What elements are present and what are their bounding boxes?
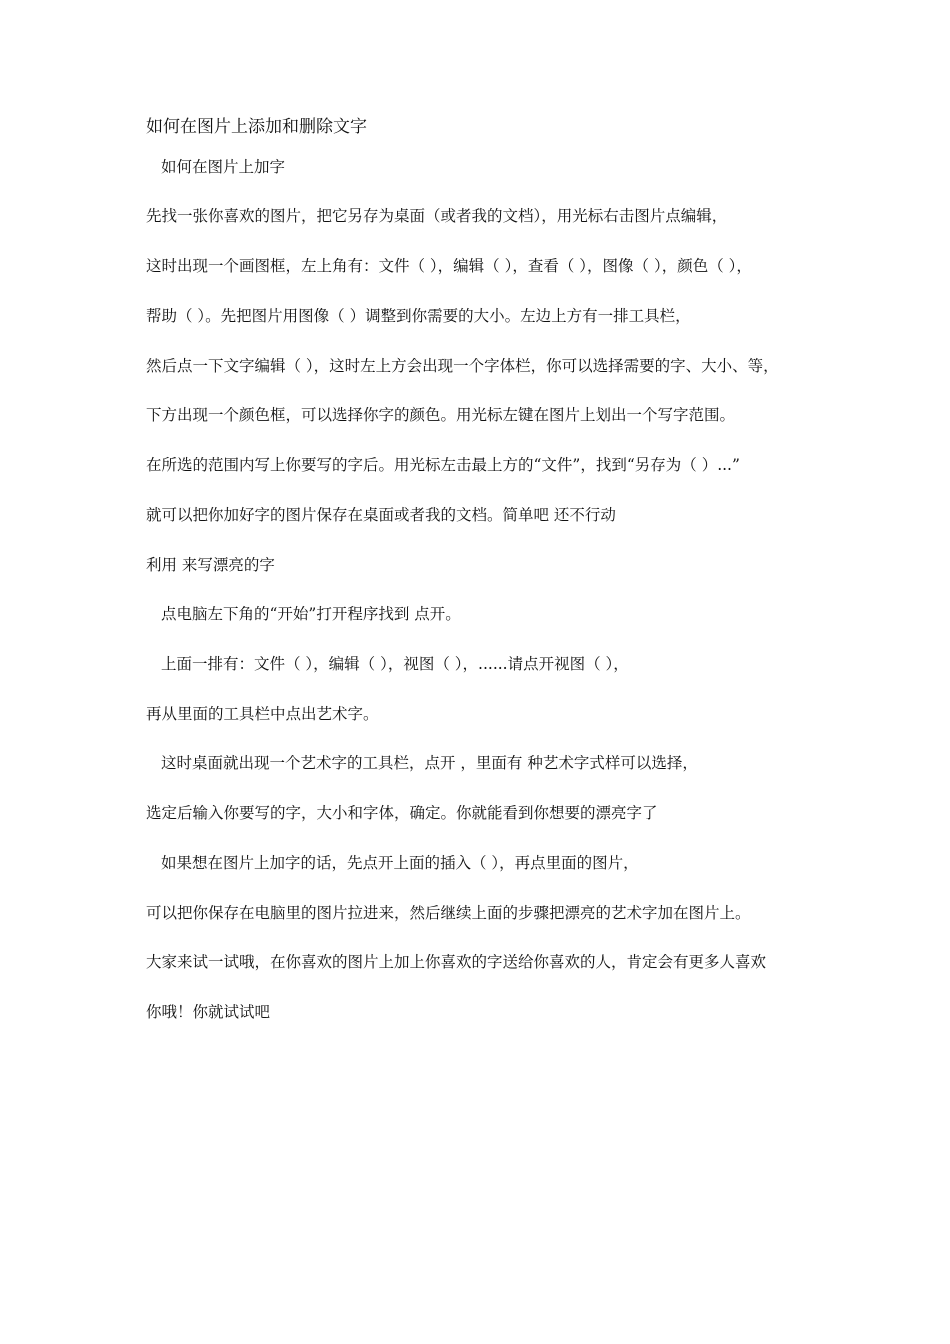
paragraph-line: 你哦！你就试试吧: [146, 1003, 271, 1021]
paragraph-line: 如果想在图片上加字的话，先点开上面的插入（ ），再点里面的图片，: [161, 854, 639, 872]
paragraph-line: 下方出现一个颜色框，可以选择你字的颜色。用光标左键在图片上划出一个写字范围。: [146, 406, 736, 424]
paragraph-line: 上面一排有：文件（ ），编辑（ ），视图（ ），......请点开视图（ ），: [161, 655, 629, 673]
paragraph-line: 可以把你保存在电脑里的图片拉进来，然后继续上面的步骤把漂亮的艺术字加在图片上。: [146, 904, 751, 922]
paragraph-line: 选定后输入你要写的字，大小和字体，确定。你就能看到你想要的漂亮字了: [146, 804, 658, 822]
paragraph-line: 大家来试一试哦，在你喜欢的图片上加上你喜欢的字送给你喜欢的人，肯定会有更多人喜欢: [146, 953, 767, 971]
paragraph-line: 就可以把你加好字的图片保存在桌面或者我的文档。简单吧 还不行动: [146, 506, 616, 524]
paragraph-line: 这时出现一个画图框，左上角有：文件（ ），编辑（ ），查看（ ），图像（ ），颜色（ ），: [146, 257, 752, 275]
paragraph-line: 点电脑左下角的“开始”打开程序找到 点开。: [161, 605, 461, 623]
document-title: 如何在图片上添加和删除文字: [146, 117, 367, 137]
paragraph-line: 这时桌面就出现一个艺术字的工具栏，点开 ，里面有 种艺术字式样可以选择，: [161, 754, 698, 772]
paragraph-line: 利用 来写漂亮的字: [146, 556, 275, 574]
paragraph-line: 然后点一下文字编辑（ ），这时左上方会出现一个字体栏，你可以选择需要的字、大小、等，: [146, 357, 779, 375]
paragraph-line: 再从里面的工具栏中点出艺术字。: [146, 705, 379, 723]
document-subtitle: 如何在图片上加字: [161, 158, 286, 176]
paragraph-line: 帮助（ ）。先把图片用图像（ ）调整到你需要的大小。左边上方有一排工具栏，: [146, 307, 691, 325]
paragraph-line: 在所选的范围内写上你要写的字后。用光标左击最上方的“文件”，找到“另存为（ ）...”: [146, 456, 740, 474]
paragraph-line: 先找一张你喜欢的图片，把它另存为桌面（或者我的文档），用光标右击图片点编辑，: [146, 207, 728, 225]
